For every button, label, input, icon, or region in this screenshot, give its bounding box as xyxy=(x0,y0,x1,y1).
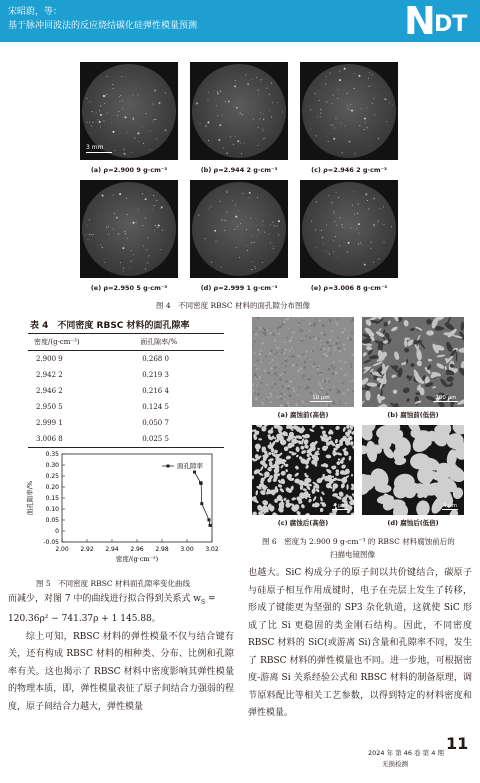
table-cell: 0.219 3 xyxy=(142,371,169,379)
scale-bar: 3 mm xyxy=(86,144,112,153)
y-tick-label: 0.30 xyxy=(45,462,59,470)
data-point xyxy=(200,502,203,505)
journal-logo xyxy=(404,0,470,43)
sem-image-a xyxy=(252,317,354,407)
table-row xyxy=(28,399,224,415)
table-cell: 0.025 5 xyxy=(134,431,224,448)
logo-letter-n: N xyxy=(404,0,434,43)
x-tick-label: 3.00 xyxy=(180,546,194,553)
data-point xyxy=(207,518,210,521)
table-row xyxy=(28,367,224,383)
table-row xyxy=(28,383,224,399)
x-tick-label: 2.96 xyxy=(130,546,144,553)
header-title: 基于脉冲回波法的反应烧结碳化硅弹性模量预测 xyxy=(8,21,198,31)
y-tick-label: 0.35 xyxy=(45,451,59,459)
micrograph-c xyxy=(300,62,398,160)
micrograph-e xyxy=(190,180,288,278)
sem-label: (d) 腐蚀后(低倍) xyxy=(387,519,439,527)
table-cell: 0.050 7 xyxy=(142,419,169,427)
table-header-row xyxy=(28,334,224,351)
y-tick-label: 0.20 xyxy=(45,484,59,492)
figure-6-caption-line2: 扫描电镜图像 xyxy=(330,550,375,559)
porosity-chart xyxy=(22,450,227,570)
micrograph-label: (d) ρ=2.999 1 g·cm⁻³ xyxy=(200,284,278,292)
table-cell: 2.900 9 xyxy=(36,355,63,363)
data-point xyxy=(193,471,196,474)
table-4 xyxy=(28,333,224,448)
sem-label: (a) 腐蚀前(高倍) xyxy=(277,411,329,419)
table-cell: 2.946 2 xyxy=(36,387,63,395)
x-tick-label: 2.00 xyxy=(55,546,69,553)
x-tick-label: 2.92 xyxy=(80,546,94,553)
table-row xyxy=(28,415,224,431)
scale-bar: 4 μm xyxy=(332,503,348,509)
y-tick-label: 0 xyxy=(55,528,59,536)
table-4-title: 表 4 不同密度 RBSC 材料的面孔隙率 xyxy=(30,321,190,331)
sem-image-c xyxy=(252,425,354,515)
y-tick-label: -0.05 xyxy=(43,539,59,547)
data-point xyxy=(209,524,212,527)
table-cell: 2.999 1 xyxy=(36,419,63,427)
y-axis-label: 面孔隙率/% xyxy=(26,480,34,516)
scale-bar: 10 μm xyxy=(310,395,332,402)
page-number: 11 xyxy=(446,734,469,753)
sem-label: (b) 腐蚀前(低倍) xyxy=(387,411,439,419)
y-tick-label: 0.10 xyxy=(45,506,59,514)
table-row xyxy=(28,351,224,368)
x-tick-label: 3.02 xyxy=(205,546,219,553)
micrograph-label: (a) ρ=2.900 9 g·cm⁻³ xyxy=(90,166,168,174)
paragraph: 也越大。SiC 构成分子的原子间以共价键结合，碳原子与硅原子相互作用成键时，电子在壳层上发生了转移，形成了键能更为坚强的 SP3 杂化轨道，这就使 SiC 形成了比 Si 更稳固的类金刚石结构。因此，不同密度 RBSC 材料的 SiC(或游离 Si)含量和孔隙率不同，发生了 RBSC 材料的弹性模量也不同。进一步地，可根据密度-游离 Si 关系经验公式和 RBSC 材料的制备原理，调节原料配比等相关工艺参数，以得到特定的材料密度和弹性模量。 xyxy=(248,568,472,718)
figure-4-caption: 图 4 不同密度 RBSC 材料的面孔隙分布图像 xyxy=(156,301,310,310)
column-header: 面孔隙率/% xyxy=(134,334,224,351)
left-column-text xyxy=(8,591,234,716)
x-tick-label: 2.98 xyxy=(155,546,169,553)
table-row xyxy=(28,431,224,448)
micrograph-label: (e) ρ=3.006 8 g·cm⁻³ xyxy=(310,284,388,292)
series-line xyxy=(194,472,210,525)
x-tick-label: 2.94 xyxy=(105,546,119,553)
logo-letters-dt: DT xyxy=(434,12,468,37)
legend-label: 面孔隙率 xyxy=(177,462,203,470)
micrograph-label: (b) ρ=2.944 2 g·cm⁻³ xyxy=(200,166,278,174)
y-tick-label: 0.15 xyxy=(45,495,59,503)
table-cell: 0.124 5 xyxy=(142,403,169,411)
footer-issue: 2024 年 第 46 卷 第 4 期 xyxy=(368,749,444,757)
y-tick-label: 0.05 xyxy=(45,517,59,525)
text-line: 而减少，对图 7 中的曲线进行拟合得到关系式 $w_S$ = xyxy=(8,594,216,606)
micrograph-a xyxy=(80,62,178,160)
table-cell: 2.950 5 xyxy=(36,403,63,411)
y-tick-label: 0.25 xyxy=(45,473,59,481)
figure-6-caption-line1: 图 6 密度为 2.900 9 g·cm⁻³ 的 RBSC 材料腐蚀前后的 xyxy=(262,537,455,546)
scale-bar: 100 μm xyxy=(435,395,457,401)
micrograph-label: (e) ρ=2.950 5 g·cm⁻³ xyxy=(90,284,168,292)
data-point xyxy=(200,482,203,485)
sem-image-d xyxy=(362,425,464,515)
table-cell: 0.216 4 xyxy=(142,387,169,395)
x-axis-label: 密度/(g·cm⁻³) xyxy=(115,555,159,563)
table-cell: 3.006 8 xyxy=(28,431,134,448)
table-cell: 0.268 0 xyxy=(142,355,169,363)
figure-5-caption: 图 5 不同密度 RBSC 材料面孔隙率变化曲线 xyxy=(36,579,190,588)
column-header: 密度/(g·cm⁻³) xyxy=(28,334,134,351)
sem-image-b xyxy=(362,317,464,407)
micrograph-f xyxy=(300,180,398,278)
scale-bar: 4 μm xyxy=(442,503,458,509)
paragraph: 综上可知，RBSC 材料的弹性模量不仅与结合键有关，还有构成 RBSC 材料的相种类、分布、比例和孔隙率有关。这也揭示了 RBSC 材料中密度影响其弹性模量的物理本质，即，弹性模量表征了原子间结合力强弱的程度，原子间结合力越大，弹性模量 xyxy=(8,631,234,712)
table-cell: 2.942 2 xyxy=(36,371,63,379)
legend-marker xyxy=(167,465,170,468)
right-column-text xyxy=(248,565,472,723)
text-line: 120.36ρ² − 741.37ρ + 1 145.88。 xyxy=(8,614,161,625)
micrograph-label: (c) ρ=2.946 2 g·cm⁻³ xyxy=(311,166,387,174)
header-author: 宋昭蔚，等： xyxy=(8,7,63,17)
micrograph-b xyxy=(190,62,288,160)
micrograph-d xyxy=(80,180,178,278)
sem-label: (c) 腐蚀后(高倍) xyxy=(277,519,329,527)
footer-journal: 无损检测 xyxy=(382,760,408,768)
